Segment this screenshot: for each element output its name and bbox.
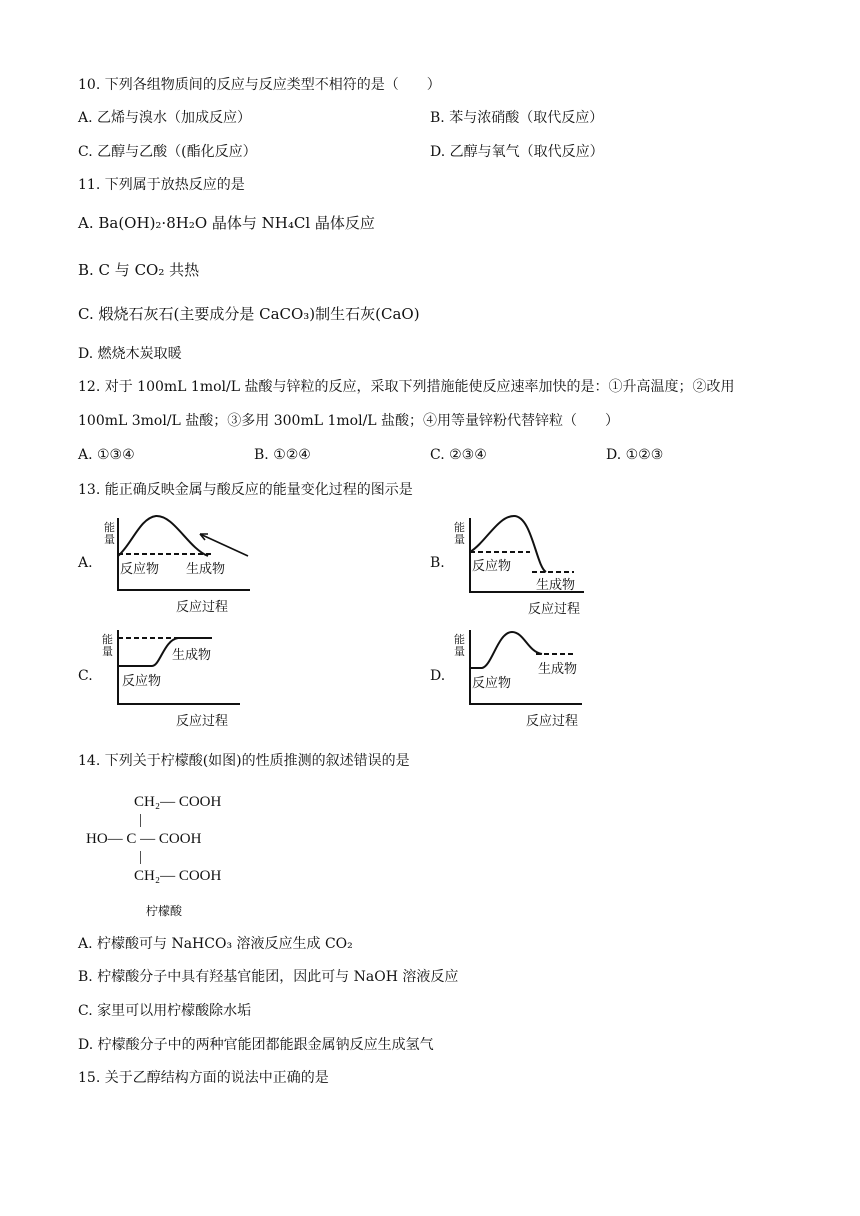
q12-option-c: C. ②③④ [430,447,487,463]
product-label: 生成物 [172,648,212,663]
struct-row-1: CH₂— COOH [134,794,222,810]
q12-option-d: D. ①②③ [606,447,664,463]
q13-option-a-letter: A. [78,555,93,571]
q14-option-c: C. 家里可以用柠檬酸除水垢 [78,1003,252,1019]
q10-stem: 10. 下列各组物质间的反应与反应类型不相符的是（ ） [78,77,441,93]
reactant-label: 反应物 [122,674,162,689]
q12-option-a: A. ①③④ [78,447,135,463]
product-label: 生成物 [186,562,226,577]
product-label: 生成物 [536,578,576,593]
q11-option-a: A. Ba(OH)₂·8H₂O 晶体与 NH₄Cl 晶体反应 [78,214,375,232]
energy-diagram-b [452,512,592,616]
q11-stem: 11. 下列属于放热反应的是 [78,177,245,193]
x-axis-label: 反应过程 [526,714,579,729]
q15-stem: 15. 关于乙醇结构方面的说法中正确的是 [78,1070,329,1086]
x-axis-label: 反应过程 [176,600,229,615]
q10-option-d: D. 乙醇与氧气（取代反应） [430,144,604,160]
energy-diagram-c [100,626,250,729]
q12-option-b: B. ①②④ [254,447,311,463]
struct-row-2: HO— C — COOH [86,831,202,847]
q12-stem-line1: 12. 对于 100mL 1mol/L 盐酸与锌粒的反应，采取下列措施能使反应速率加快的是：①升高温度；②改用 [78,379,735,395]
q11-option-d: D. 燃烧木炭取暖 [78,346,182,362]
q14-option-d: D. 柠檬酸分子中的两种官能团都能跟金属钠反应生成氢气 [78,1037,434,1053]
struct-row-3: CH₂— COOH [134,868,222,884]
energy-diagram-a [98,512,258,616]
y-axis-label: 能量 [104,521,115,546]
q12-stem-line2: 100mL 3mol/L 盐酸；③多用 300mL 1mol/L 盐酸；④用等量锌粉代替锌粒（ ） [78,413,620,429]
q13-option-b-letter: B. [430,555,445,571]
q11-option-b: B. C 与 CO₂ 共热 [78,261,200,279]
energy-diagram-d [452,626,592,729]
reactant-label: 反应物 [120,562,160,577]
reactant-label: 反应物 [472,676,512,691]
struct-name: 柠檬酸 [146,904,183,918]
q11-option-c: C. 煅烧石灰石(主要成分是 CaCO₃)制生石灰(CaO) [78,305,420,323]
product-label: 生成物 [538,662,578,677]
struct-bond-top: | [139,812,143,828]
y-axis-label: 能量 [102,633,113,658]
q14-option-a: A. 柠檬酸可与 NaHCO₃ 溶液反应生成 CO₂ [78,936,353,952]
q10-option-a: A. 乙烯与溴水（加成反应） [78,110,252,126]
q10-option-c: C. 乙醇与乙酸（(酯化反应） [78,144,257,160]
q13-option-d-letter: D. [430,668,446,684]
q13-option-c-letter: C. [78,668,93,684]
citric-acid-structure [86,792,286,922]
q14-stem: 14. 下列关于柠檬酸(如图)的性质推测的叙述错误的是 [78,753,410,769]
x-axis-label: 反应过程 [176,714,229,729]
y-axis-label: 能量 [454,633,465,658]
struct-bond-bottom: | [139,849,143,865]
q14-option-b: B. 柠檬酸分子中具有羟基官能团，因此可与 NaOH 溶液反应 [78,969,459,985]
q10-option-b: B. 苯与浓硝酸（取代反应） [430,110,604,126]
reactant-label: 反应物 [472,559,512,574]
q13-stem: 13. 能正确反映金属与酸反应的能量变化过程的图示是 [78,482,413,498]
x-axis-label: 反应过程 [528,602,581,617]
y-axis-label: 能量 [454,521,465,546]
